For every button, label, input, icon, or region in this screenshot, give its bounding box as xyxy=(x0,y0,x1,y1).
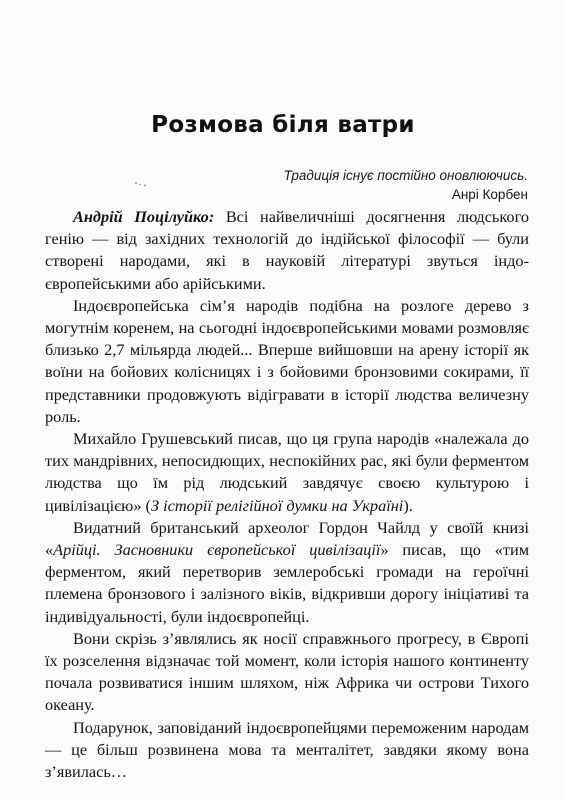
body-text xyxy=(45,206,529,783)
paragraph xyxy=(45,517,529,628)
paragraph-text: » писав, що «тим ферментом, який перетворив землеробські громади на героїчні племена бронзового і залізного віків, відкривши дорогу ініціативі та індивідуальності, були індоєвропейці. xyxy=(45,540,529,626)
book-citation: Арійці. Засновники європейської цивілізації xyxy=(53,540,381,560)
chapter-title: Розмова біля ватри xyxy=(151,112,415,138)
paragraph-text: Михайло Грушевський писав, що ця група народів «належала до тих мандрівних, непосидющих, неспокійних рас, які були ферментом людства що їм рід людський завдячує своєю культурою і цивілізацією» ( xyxy=(45,429,529,515)
paragraph-text: Видатний британський археолог Гордон Чайлд у своїй книзі « xyxy=(45,517,529,560)
paragraph-text: Всі найвеличніші досягнення людського генію — від західних технологій до індійської філософії — були створені народами, які в науковій літературі звуться індо-європейськими або арійськими. xyxy=(45,207,529,293)
epigraph xyxy=(284,166,528,204)
paragraph xyxy=(45,428,529,517)
epigraph-author: Анрі Корбен xyxy=(451,187,528,202)
paragraph: Подарунок, заповіданий індоєвропейцями переможеним народам — це більш розвинена мова та менталітет, завдяки якому вона з’явилась… xyxy=(45,717,529,782)
paragraph xyxy=(45,206,529,295)
print-speck xyxy=(134,181,148,187)
epigraph-quote: Традиція існує постійно оновлюючись. xyxy=(283,168,528,183)
speaker-name: Андрій Поцілуйко: xyxy=(73,207,215,226)
paragraph-text: ). xyxy=(403,495,413,515)
paragraph: Вони скрізь з’являлись як носії справжнього прогресу, в Європі їх розселення відзначає той момент, коли історія нашого континенту почала розвиватися іншим шляхом, ніж Африка чи острови Тихого океану. xyxy=(45,628,529,715)
book-citation: З історії релігійної думки на Україні xyxy=(150,495,404,515)
paragraph: Індоєвропейська сім’я народів подібна на розлоге дерево з могутнім коренем, на сьогодні індоєвропейськими мовами розмовляє близько 2,7 мільярда людей... Вперше вийшовши на арену історії як воїни на бойових колісницях і з бойовими бронзовими сокирами, її представники продовжують відігравати в історії людства величезну роль. xyxy=(45,295,529,426)
